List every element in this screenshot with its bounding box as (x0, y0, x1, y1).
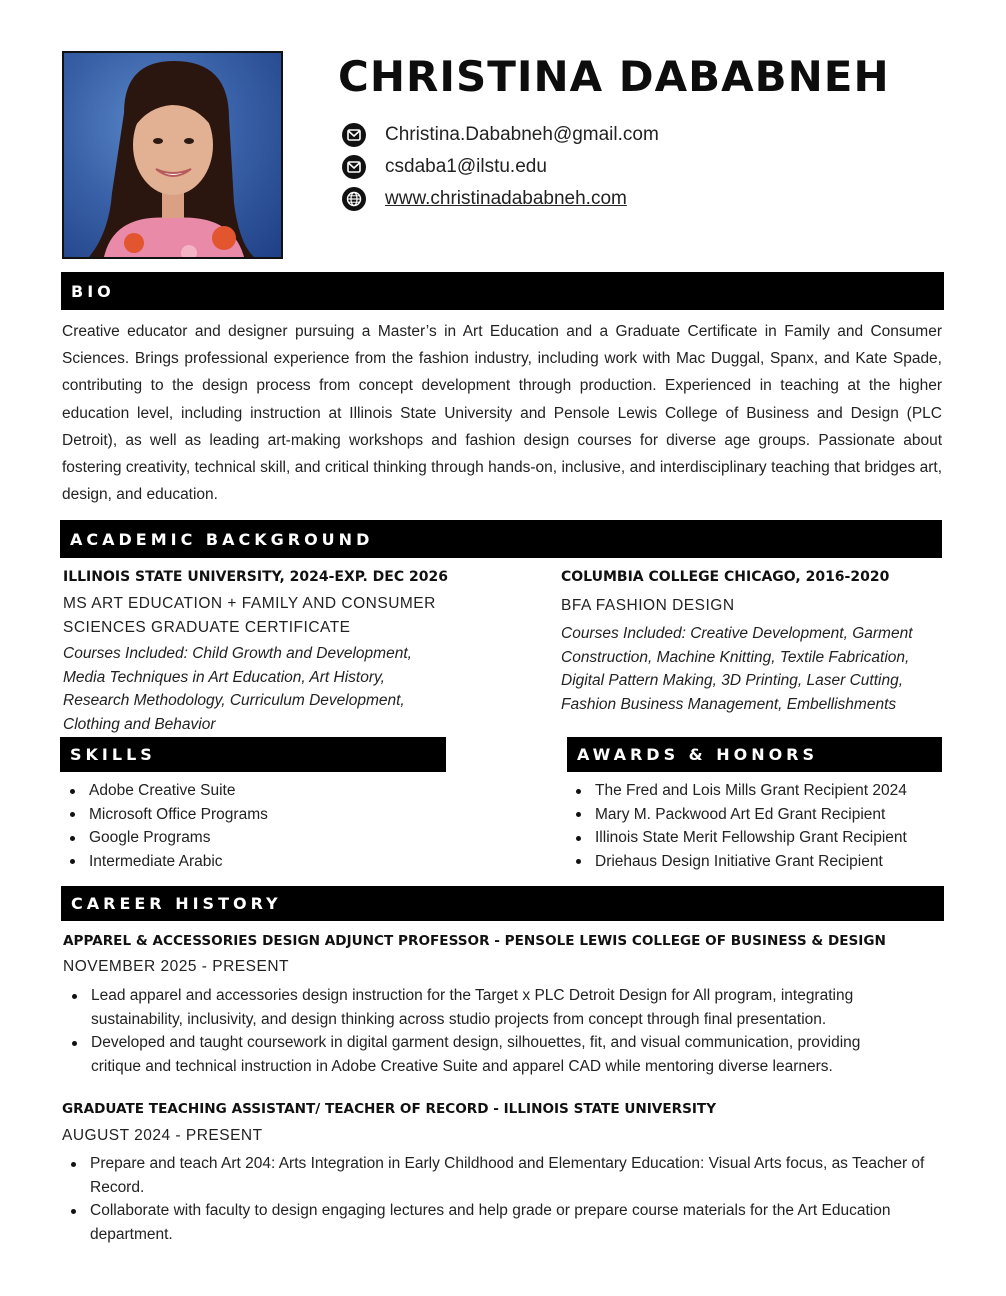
list-item: Prepare and teach Art 204: Arts Integration in Early Childhood and Elementary Education: Visual Arts focus, as Teacher of Record. (62, 1152, 947, 1199)
list-item: Google Programs (62, 826, 268, 850)
list-item: Intermediate Arabic (62, 850, 268, 874)
institution-isu: ILLINOIS STATE UNIVERSITY, 2024-EXP. DEC 2026 (63, 569, 448, 585)
contact-website[interactable] (342, 187, 627, 211)
mail-icon (342, 155, 366, 179)
list-item: Developed and taught coursework in digital garment design, silhouettes, fit, and visual communication, providing critique and technical instruction in Adobe Creative Suite and apparel CAD while mentoring diverse learners. (63, 1031, 908, 1078)
list-item: Driehaus Design Initiative Grant Recipient (568, 850, 907, 874)
job-title-plc: APPAREL & ACCESSORIES DESIGN ADJUNCT PROFESSOR - PENSOLE LEWIS COLLEGE OF BUSINESS & DESIGN (63, 933, 886, 949)
list-item: Mary M. Packwood Art Ed Grant Recipient (568, 803, 907, 827)
job-dates-plc: NOVEMBER 2025 - PRESENT (63, 958, 289, 975)
email-personal[interactable]: Christina.Dababneh@gmail.com (385, 124, 659, 145)
job-dates-isu: AUGUST 2024 - PRESENT (62, 1127, 263, 1144)
degree-columbia: BFA FASHION DESIGN (561, 597, 735, 614)
section-heading-academic: ACADEMIC BACKGROUND (60, 520, 942, 558)
globe-icon (342, 187, 366, 211)
section-heading-career: CAREER HISTORY (61, 886, 944, 921)
section-heading-awards: AWARDS & HONORS (567, 737, 942, 772)
courses-columbia: Courses Included: Creative Development, Garment Construction, Machine Knitting, Textile Fabrication, Digital Pattern Making, 3D Printing, Laser Cutting, Fashion Business Management, Embellishments (561, 625, 913, 713)
institution-columbia: COLUMBIA COLLEGE CHICAGO, 2016-2020 (561, 569, 890, 585)
website-link[interactable]: www.christinadababneh.com (385, 188, 627, 209)
profile-photo (62, 51, 283, 259)
list-item: Microsoft Office Programs (62, 803, 268, 827)
contact-email-school[interactable] (342, 155, 547, 179)
email-school[interactable]: csdaba1@ilstu.edu (385, 156, 547, 177)
list-item: Collaborate with faculty to design engaging lectures and help grade or prepare course materials for the Art Education department. (62, 1199, 947, 1246)
contact-email-personal[interactable] (342, 123, 659, 147)
mail-icon (342, 123, 366, 147)
skills-list (62, 779, 268, 873)
bio-text: Creative educator and designer pursuing a Master’s in Art Education and a Graduate Certificate in Family and Consumer Sciences. Brings professional experience from the fashion industry, including work with Mac Duggal, Spanx, and Kate Spade, contributing to the design process from concept development through production. Experienced in teaching at the higher education level, including instruction at Illinois State University and Pensole Lewis College of Business and Design (PLC Detroit), as well as leading art-making workshops and fashion design courses for diverse age groups. Passionate about fostering creativity, technical skill, and critical thinking through hands-on, inclusive, and interdisciplinary teaching that bridges art, design, and education. (62, 323, 942, 504)
job-bullets-isu (62, 1152, 947, 1246)
section-heading-skills: SKILLS (60, 737, 446, 772)
awards-list (568, 779, 907, 873)
candidate-name: CHRISTINA DABABNEH (338, 52, 890, 101)
list-item: Lead apparel and accessories design instruction for the Target x PLC Detroit Design for All program, integrating sustainability, inclusivity, and design thinking across studio projects from concept through final presentation. (63, 984, 908, 1031)
list-item: Illinois State Merit Fellowship Grant Recipient (568, 826, 907, 850)
list-item: Adobe Creative Suite (62, 779, 268, 803)
list-item: The Fred and Lois Mills Grant Recipient 2024 (568, 779, 907, 803)
degree-isu: MS ART EDUCATION + FAMILY AND CONSUMER SCIENCES GRADUATE CERTIFICATE (63, 595, 436, 636)
job-bullets-plc (63, 984, 908, 1078)
courses-isu: Courses Included: Child Growth and Development, Media Techniques in Art Education, Art History, Research Methodology, Curriculum Development, Clothing and Behavior (63, 645, 412, 733)
job-title-isu: GRADUATE TEACHING ASSISTANT/ TEACHER OF RECORD - ILLINOIS STATE UNIVERSITY (62, 1101, 717, 1117)
section-heading-bio: BIO (61, 272, 944, 310)
